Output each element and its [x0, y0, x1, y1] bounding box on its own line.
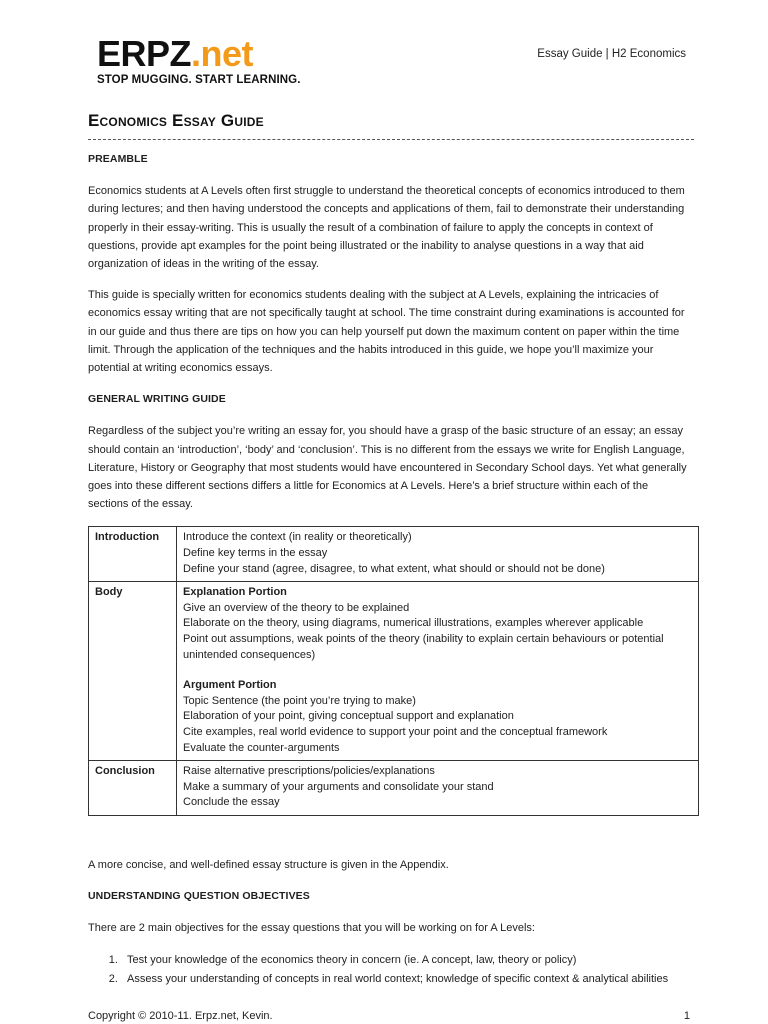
explanation-line: Point out assumptions, weak points of the theory (inability to explain certain behaviours or potential unintended consequences) — [183, 633, 664, 661]
document-body — [88, 150, 688, 989]
general-paragraph: Regardless of the subject you’re writing an essay for, you should have a grasp of the basic structure of an essay; an essay should contain an ‘introduction’, ‘body’ and ‘conclusion’. This is no different from the essays we write for English Language, Literature, History or Geography that most students would have encountered in Secondary School days. Yet what generally goes into these different sections differs a little for Economics at A Levels. Here’s a brief structure within each of the sections of the essay. — [88, 425, 687, 511]
argument-line: Elaboration of your point, giving conceptual support and explanation — [183, 710, 514, 723]
logo-tagline: STOP MUGGING. START LEARNING. — [97, 74, 301, 86]
argument-line: Cite examples, real world evidence to support your point and the conceptual framework — [183, 725, 608, 738]
spacer — [183, 663, 692, 678]
logo-main-text: ERPZ — [97, 33, 192, 74]
objectives-intro: There are 2 main objectives for the essay questions that you will be working on for A Levels: — [88, 922, 535, 935]
row-label-introduction: Introduction — [89, 527, 177, 582]
intro-line: Define key terms in the essay — [183, 547, 328, 560]
table-row-conclusion — [89, 761, 699, 816]
conclusion-line: Make a summary of your arguments and consolidate your stand — [183, 780, 494, 793]
row-content-conclusion — [177, 761, 699, 816]
section-heading-general: GENERAL WRITING GUIDE — [88, 393, 226, 406]
title-divider — [88, 139, 694, 140]
erpz-logo — [97, 33, 301, 86]
page-title: Economics Essay Guide — [88, 111, 264, 130]
explanation-portion-title: Explanation Portion — [183, 586, 287, 599]
row-content-introduction — [177, 527, 699, 582]
explanation-line: Give an overview of the theory to be explained — [183, 601, 410, 614]
conclusion-line: Conclude the essay — [183, 796, 280, 809]
logo-ext-text: .net — [191, 33, 254, 74]
appendix-note: A more concise, and well-defined essay structure is given in the Appendix. — [88, 858, 449, 871]
table-row-introduction — [89, 527, 699, 582]
row-content-body — [177, 582, 699, 761]
logo-wordmark — [97, 33, 301, 74]
row-label-conclusion: Conclusion — [89, 761, 177, 816]
explanation-line: Elaborate on the theory, using diagrams, numerical illustrations, examples wherever applicable — [183, 617, 644, 630]
preamble-paragraph-2: This guide is specially written for economics students dealing with the subject at A Levels, explaining the intricacies of economics essay writing that are not specifically taught at school. The time constraint during examinations is accounted for in our guide and thus there are tips on how you can help yourself put down the maximum content on paper within the time limit. Through the application of the techniques and the habits introduced in this guide, we hope you’ll maximize your potential at writing economics essays. — [88, 289, 685, 375]
list-item: 2. Assess your understanding of concepts in real world context; knowledge of specific context & analytical abilities — [121, 970, 688, 988]
intro-line: Define your stand (agree, disagree, to what extent, what should or should not be done) — [183, 562, 605, 575]
argument-portion-title: Argument Portion — [183, 679, 277, 692]
table-row-body — [89, 582, 699, 761]
header-doc-label: Essay Guide | H2 Economics — [537, 48, 686, 60]
intro-line: Introduce the context (in reality or theoretically) — [183, 531, 412, 544]
section-heading-objectives: UNDERSTANDING QUESTION OBJECTIVES — [88, 890, 310, 903]
objectives-list — [88, 951, 688, 988]
argument-line: Topic Sentence (the point you’re trying to make) — [183, 694, 416, 707]
conclusion-line: Raise alternative prescriptions/policies/explanations — [183, 765, 435, 778]
row-label-body: Body — [89, 582, 177, 761]
list-item: 1. Test your knowledge of the economics theory in concern (ie. A concept, law, theory or policy) — [121, 951, 688, 969]
section-heading-preamble: PREAMBLE — [88, 153, 148, 165]
footer-copyright: Copyright © 2010-11. Erpz.net, Kevin. — [88, 1010, 273, 1022]
essay-structure-table — [88, 526, 699, 816]
footer-page-number: 1 — [683, 1010, 690, 1022]
preamble-paragraph-1: Economics students at A Levels often first struggle to understand the theoretical concepts of economics introduced to them during lectures; and then having understood the concepts and applications of them, fail to demonstrate their understanding properly in their essay-writing. This is usually the result of a combination of failure to apply the concepts in context of questions, provide apt examples for the point being illustrated or the inability to analyse questions in a way that aid organization of ideas in the writing of the essay. — [88, 185, 685, 271]
argument-line: Evaluate the counter-arguments — [183, 741, 340, 754]
